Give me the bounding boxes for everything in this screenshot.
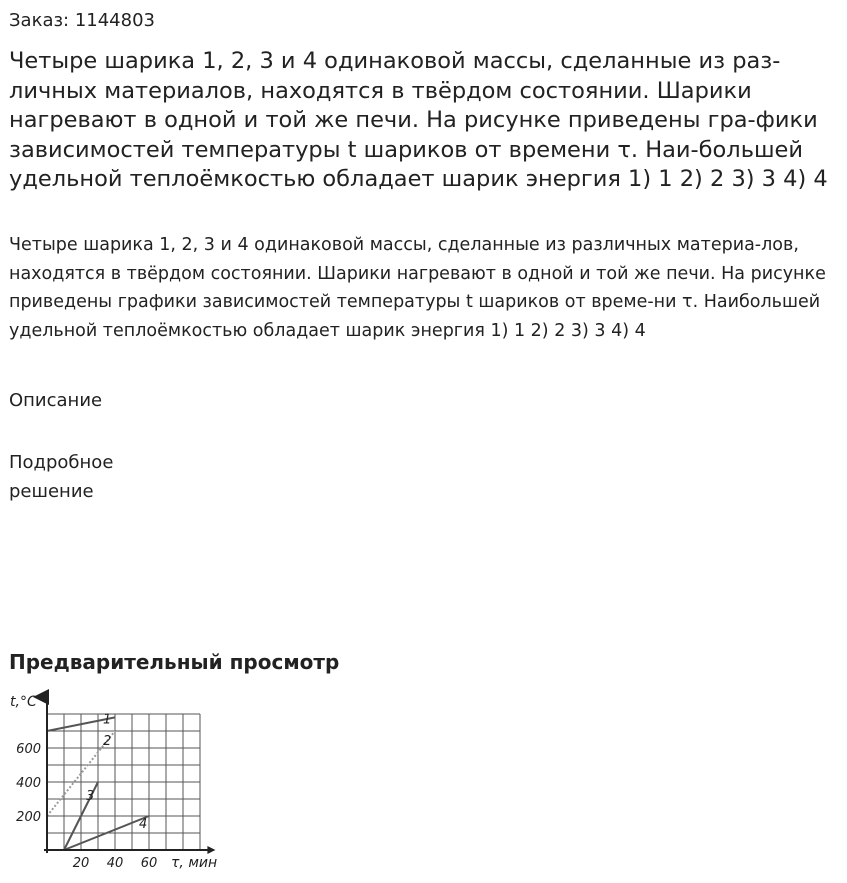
temperature-time-chart (0, 683, 240, 883)
preview-heading: Предварительный просмотр (9, 650, 340, 674)
y-tick-label: 600 (16, 742, 41, 757)
order-number: Заказ: 1144803 (9, 10, 155, 31)
x-axis-label: τ, мин (171, 855, 218, 871)
x-tick-label: 40 (106, 856, 124, 871)
series-label-1: 1 (103, 712, 112, 728)
x-axis-arrow (207, 846, 215, 854)
description-label: Описание (9, 390, 103, 411)
chart-grid (47, 714, 200, 850)
x-tick-label: 20 (72, 856, 90, 871)
y-axis-label: t,°C (10, 694, 37, 710)
task-title: Четыре шарика 1, 2, 3 и 4 одинаковой массы, сделанные из раз-личных материалов, находятся в твёрдом состоянии. Шарики нагревают в одной и той же печи. На рисунке приведены гра-фики зависимостей температуры t шариков от времени τ. Наи-большей удельной теплоёмкостью обладает шарик энергия 1) 1 2) 2 3) 3 4) 4 (9, 48, 828, 192)
series-label-3: 3 (86, 789, 95, 804)
solution-label: Подробное решение (9, 452, 114, 502)
series-label-2: 2 (103, 734, 112, 749)
task-description: Четыре шарика 1, 2, 3 и 4 одинаковой массы, сделанные из различных материа-лов, находятся в твёрдом состоянии. Шарики нагревают в одной и той же печи. На рисунке приведены графики зависимостей температуры t шариков от време-ни τ. Наибольшей удельной теплоёмкостью обладает шарик энергия 1) 1 2) 2 3) 3 4) 4 (9, 235, 826, 341)
x-tick-label: 60 (140, 856, 158, 871)
y-tick-label: 400 (16, 776, 41, 791)
series-label-4: 4 (139, 817, 148, 832)
y-tick-label: 200 (16, 810, 41, 825)
chart-axes (44, 697, 215, 854)
